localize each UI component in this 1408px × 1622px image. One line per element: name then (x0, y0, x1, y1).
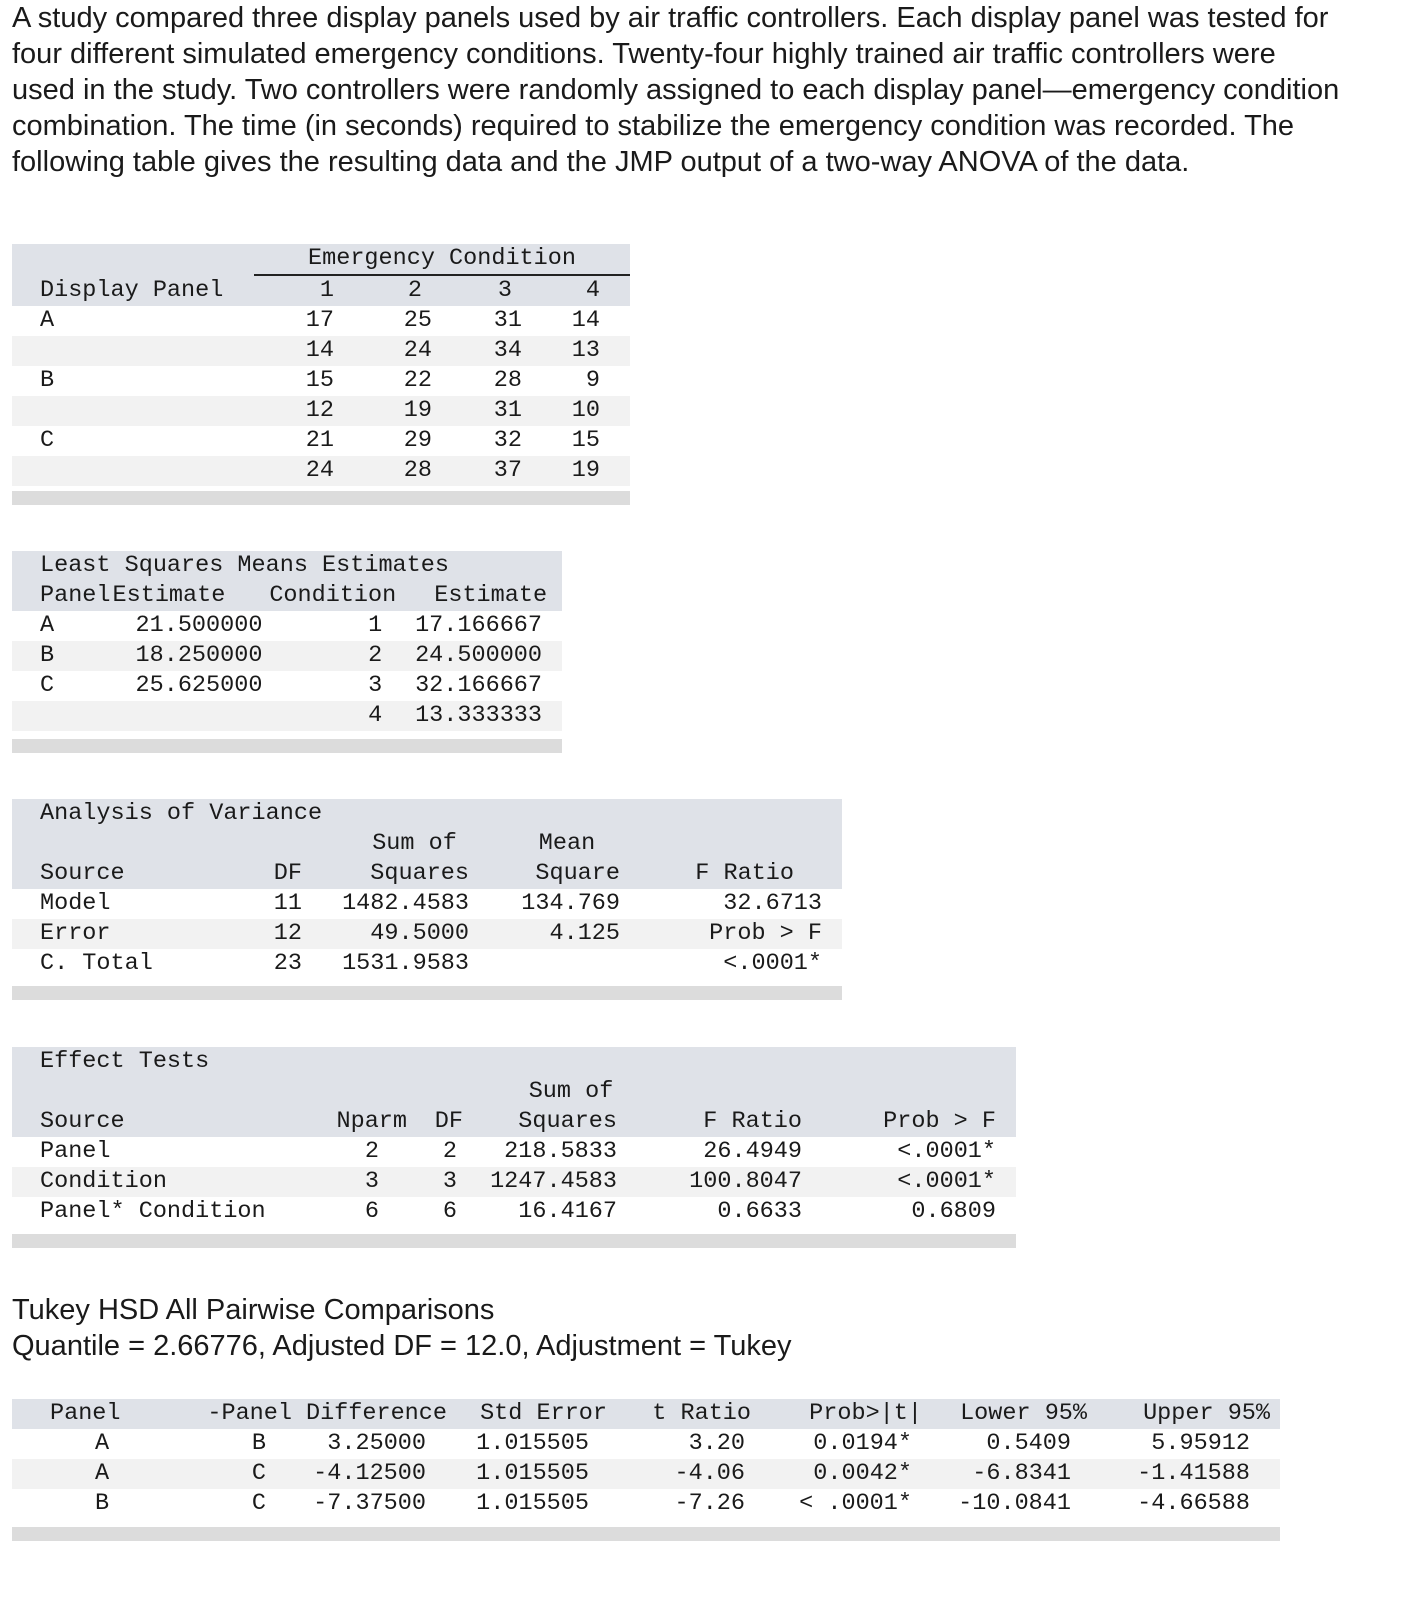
column-header: Condition (269, 582, 397, 609)
cell: 22 (362, 366, 452, 396)
cell: 16.4167 (467, 1197, 617, 1227)
cell: C (12, 671, 111, 701)
table-divider (12, 1234, 1016, 1248)
column-header: Lower 95% (942, 1399, 1097, 1429)
panel-label (12, 336, 254, 366)
column-header: Difference (292, 1399, 447, 1429)
cell: C. Total (12, 949, 252, 979)
table-divider (12, 1527, 1280, 1541)
column-header: Mean (477, 829, 627, 859)
cell: -7.26 (607, 1489, 757, 1519)
cell: 13.333333 (396, 701, 562, 731)
column-header: Prob > F (822, 1107, 1016, 1137)
column-header: Panel (12, 581, 111, 611)
cell: 3 (322, 1167, 407, 1197)
tukey-table (12, 1399, 1280, 1519)
cell: A (12, 1429, 152, 1459)
cell: 23 (252, 949, 312, 979)
column-header: Std Error (447, 1399, 607, 1429)
emergency-condition-header: Emergency Condition (254, 244, 630, 275)
cell: 34 (452, 336, 542, 366)
display-panel-header: Display Panel (12, 275, 254, 306)
cell (111, 701, 270, 731)
cell: 24 (362, 336, 452, 366)
cell: 0.6809 (822, 1197, 1016, 1227)
table-divider (12, 986, 842, 1000)
cell: 14 (254, 336, 362, 366)
table-row (12, 641, 562, 671)
condition-header: 2 (362, 275, 452, 306)
condition-header: 1 (254, 275, 362, 306)
table-row (12, 336, 630, 366)
panel-label (12, 456, 254, 486)
table-row (12, 456, 630, 486)
cell: 31 (452, 306, 542, 336)
data-table (12, 244, 630, 486)
cell: 29 (362, 426, 452, 456)
cell: 0.6633 (617, 1197, 822, 1227)
cell: 1 (269, 611, 396, 641)
table-divider (12, 739, 562, 753)
cell: 2 (269, 641, 396, 671)
column-header: Source (12, 859, 252, 889)
cell: 32.6713 (627, 889, 842, 919)
cell: 1482.4583 (312, 889, 477, 919)
effect-tests-title: Effect Tests (12, 1047, 1016, 1077)
column-header: Estimate (396, 581, 562, 611)
table-row (12, 426, 630, 456)
cell: 24 (254, 456, 362, 486)
cell: 9 (542, 366, 630, 396)
table-row (12, 611, 562, 641)
intro-paragraph: A study compared three display panels used by air traffic controllers. Each display panel was tested for four different simulated emergency conditions. Twenty-four highly trained air traffic controllers were used in the study. Two controllers were randomly assigned to each display panel—emergency condition combination. The time (in seconds) required to stabilize the emergency condition was recorded. The following table gives the resulting data and the JMP output of a two-way ANOVA of the data. (12, 2, 1340, 178)
cell: 31 (452, 396, 542, 426)
condition-header: 3 (452, 275, 542, 306)
table-divider (12, 491, 630, 505)
cell: 26.4949 (617, 1137, 822, 1167)
cell: 19 (542, 456, 630, 486)
cell: 100.8047 (617, 1167, 822, 1197)
cell: Panel (12, 1137, 322, 1167)
table-row (12, 366, 630, 396)
cell: 2 (322, 1137, 407, 1167)
cell: C (152, 1489, 292, 1519)
cell: Condition (12, 1167, 322, 1197)
table-row (12, 701, 562, 731)
column-header: t Ratio (607, 1399, 757, 1429)
cell: 1.015505 (447, 1489, 607, 1519)
cell: 11 (252, 889, 312, 919)
lsm-title: Least Squares Means Estimates (12, 551, 562, 581)
column-header: DF (252, 859, 312, 889)
cell: 21.500000 (111, 611, 270, 641)
panel-label (12, 396, 254, 426)
cell: 25 (362, 306, 452, 336)
cell: 0.5409 (942, 1429, 1097, 1459)
table-row (12, 889, 842, 919)
table-row (12, 1197, 1016, 1227)
cell: 28 (362, 456, 452, 486)
lsm-table (12, 551, 562, 731)
column-header: Squares (312, 859, 477, 889)
column-header: Sum of (467, 1077, 617, 1107)
cell: C (152, 1459, 292, 1489)
cell: 32.166667 (396, 671, 562, 701)
cell: -4.12500 (292, 1459, 447, 1489)
cell: 15 (254, 366, 362, 396)
effect-tests-table (12, 1047, 1016, 1227)
panel-label: B (12, 366, 254, 396)
table-row (12, 671, 562, 701)
cell (12, 701, 111, 731)
anova-table (12, 799, 842, 979)
cell: 2 (407, 1137, 467, 1167)
cell: 3 (269, 671, 396, 701)
cell: 15 (542, 426, 630, 456)
panel-label: C (12, 426, 254, 456)
cell: 134.769 (477, 889, 627, 919)
table-row (12, 1429, 1280, 1459)
cell: 1531.9583 (312, 949, 477, 979)
tukey-subtitle: Quantile = 2.66776, Adjusted DF = 12.0, Adjustment = Tukey (12, 1330, 792, 1362)
cell: 19 (362, 396, 452, 426)
cell: -6.8341 (942, 1459, 1097, 1489)
cell: 6 (322, 1197, 407, 1227)
cell: A (12, 1459, 152, 1489)
cell: <.0001* (822, 1167, 1016, 1197)
column-header: Nparm (322, 1107, 407, 1137)
tukey-heading (12, 1292, 1112, 1364)
cell: 5.95912 (1097, 1429, 1280, 1459)
cell: 37 (452, 456, 542, 486)
column-header: Sum of (312, 829, 477, 859)
column-header: F Ratio (627, 859, 842, 889)
cell: 28 (452, 366, 542, 396)
column-header: Prob>|t| (757, 1399, 942, 1429)
cell: Prob > F (627, 919, 842, 949)
cell: <.0001* (627, 949, 842, 979)
table-row (12, 1137, 1016, 1167)
table-row (12, 396, 630, 426)
cell: -7.37500 (292, 1489, 447, 1519)
cell: 12 (254, 396, 362, 426)
cell: < .0001* (757, 1489, 942, 1519)
cell: 1.015505 (447, 1429, 607, 1459)
cell: 6 (407, 1197, 467, 1227)
table-row (12, 1167, 1016, 1197)
cell: 4 (269, 701, 396, 731)
cell: 1247.4583 (467, 1167, 617, 1197)
cell: -1.41588 (1097, 1459, 1280, 1489)
cell: 17.166667 (396, 611, 562, 641)
cell: Model (12, 889, 252, 919)
condition-header: 4 (542, 275, 630, 306)
cell: 18.250000 (111, 641, 270, 671)
cell: B (12, 1489, 152, 1519)
cell: 1.015505 (447, 1459, 607, 1489)
cell: 0.0194* (757, 1429, 942, 1459)
cell: 218.5833 (467, 1137, 617, 1167)
cell: -4.06 (607, 1459, 757, 1489)
cell: 3.20 (607, 1429, 757, 1459)
column-header: Panel (12, 1399, 152, 1429)
cell: 3.25000 (292, 1429, 447, 1459)
cell: 21 (254, 426, 362, 456)
cell: 0.0042* (757, 1459, 942, 1489)
cell: 25.625000 (111, 671, 270, 701)
column-header: Source (12, 1107, 322, 1137)
cell: 10 (542, 396, 630, 426)
tukey-title: Tukey HSD All Pairwise Comparisons (12, 1294, 495, 1326)
anova-title: Analysis of Variance (12, 799, 842, 829)
cell: 3 (407, 1167, 467, 1197)
cell: 17 (254, 306, 362, 336)
cell: -10.0841 (942, 1489, 1097, 1519)
cell: 49.5000 (312, 919, 477, 949)
cell: 32 (452, 426, 542, 456)
table-row (12, 306, 630, 336)
column-header: Squares (467, 1107, 617, 1137)
cell: -4.66588 (1097, 1489, 1280, 1519)
table-row (12, 1489, 1280, 1519)
cell: 4.125 (477, 919, 627, 949)
cell: <.0001* (822, 1137, 1016, 1167)
cell: 14 (542, 306, 630, 336)
column-header: Upper 95% (1097, 1399, 1280, 1429)
cell: B (12, 641, 111, 671)
column-header: F Ratio (617, 1107, 822, 1137)
table-row (12, 949, 842, 979)
column-header: Square (477, 859, 627, 889)
cell: A (12, 611, 111, 641)
cell (477, 949, 627, 979)
cell: 24.500000 (396, 641, 562, 671)
cell: B (152, 1429, 292, 1459)
table-row (12, 919, 842, 949)
column-header: Estimate (111, 581, 270, 611)
cell: 13 (542, 336, 630, 366)
column-header: DF (407, 1107, 467, 1137)
table-row (12, 1459, 1280, 1489)
cell: 12 (252, 919, 312, 949)
cell: Error (12, 919, 252, 949)
column-header: -Panel (152, 1399, 292, 1429)
panel-label: A (12, 306, 254, 336)
cell: Panel* Condition (12, 1197, 322, 1227)
